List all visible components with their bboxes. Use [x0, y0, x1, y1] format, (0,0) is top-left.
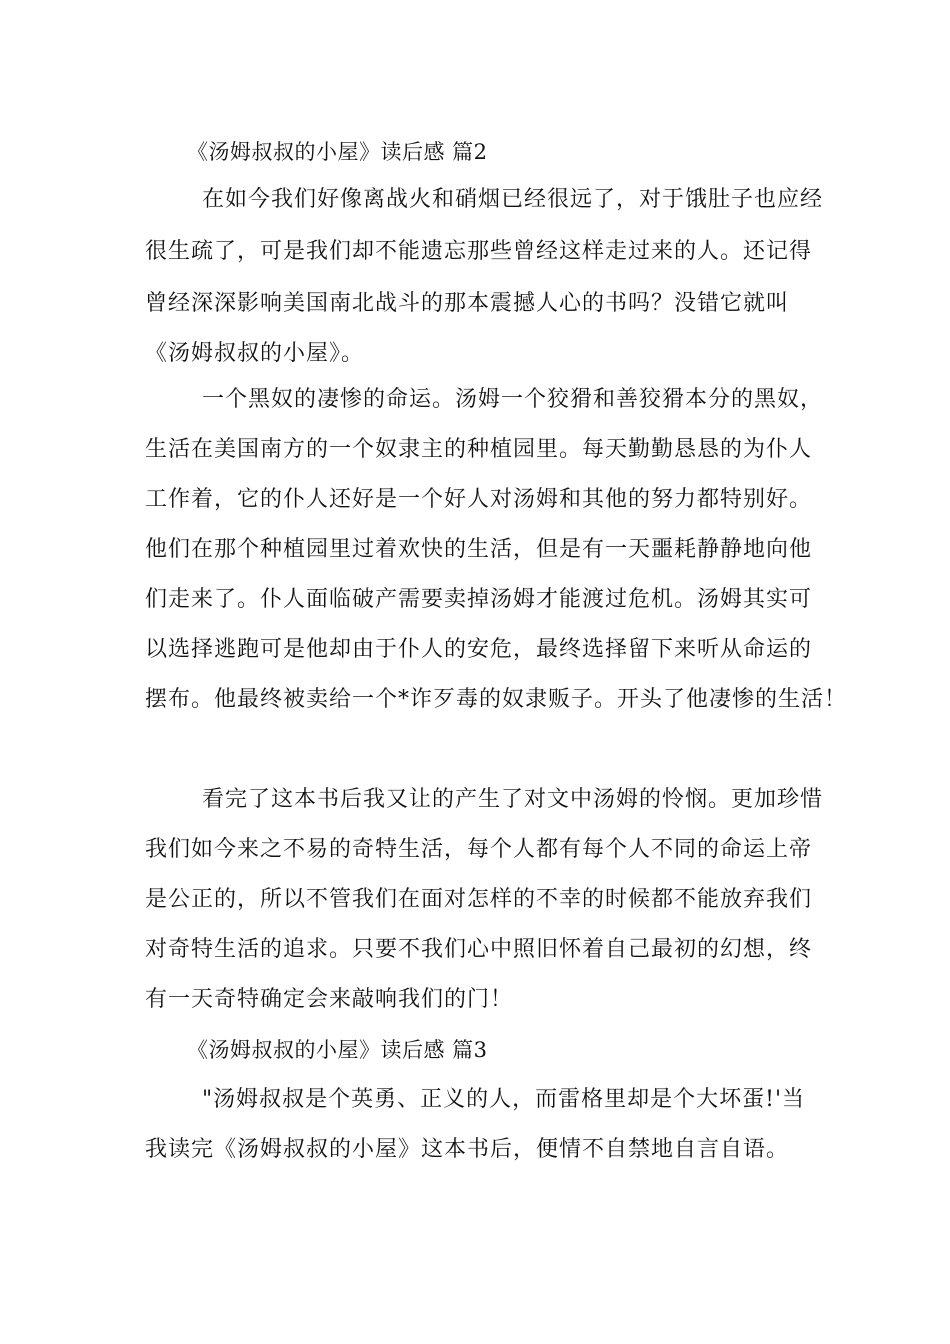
paragraph-line: 在如今我们好像离战火和硝烟已经很远了，对于饿肚子也应经 [202, 187, 824, 212]
paragraph-line: 以选择逃跑可是他却由于仆人的安危，最终选择留下来听从命运的 [145, 637, 813, 662]
paragraph-line: 很生疏了，可是我们却不能遗忘那些曾经这样走过来的人。还记得 [145, 239, 813, 264]
paragraph-line: 工作着，它的仆人还好是一个好人对汤姆和其他的努力都特别好。 [145, 487, 813, 512]
paragraph-line: 他们在那个种植园里过着欢快的生活，但是有一天噩耗静静地向他 [145, 537, 813, 562]
paragraph-line: 看完了这本书后我又让的产生了对文中汤姆的怜悯。更加珍惜 [202, 787, 824, 812]
paragraph-line: 对奇特生活的追求。只要不我们心中照旧怀着自己最初的幻想，终 [145, 937, 813, 962]
paragraph-line: 有一天奇特确定会来敲响我们的门！ [145, 987, 514, 1012]
paragraph-line: 《汤姆叔叔的小屋》。 [145, 341, 365, 366]
paragraph-line: 我读完《汤姆叔叔的小屋》这本书后，便情不自禁地自言自语。 [145, 1137, 790, 1162]
paragraph-line: 们走来了。仆人面临破产需要卖掉汤姆才能渡过危机。汤姆其实可 [145, 587, 813, 612]
section-heading: 《汤姆叔叔的小屋》读后感 篇3 [187, 1038, 488, 1062]
paragraph-line: 摆布。他最终被卖给一个*诈歹毒的奴隶贩子。开头了他凄惨的生活！ [145, 687, 848, 712]
paragraph-line: 曾经深深影响美国南北战斗的那本震撼人心的书吗？没错它就叫 [145, 291, 790, 316]
section-heading: 《汤姆叔叔的小屋》读后感 篇2 [187, 140, 488, 164]
paragraph-line: 我们如今来之不易的奇特生活，每个人都有每个人不同的命运上帝 [145, 837, 813, 862]
paragraph-line: 是公正的，所以不管我们在面对怎样的不幸的时候都不能放弃我们 [145, 887, 813, 912]
paragraph-line: 生活在美国南方的一个奴隶主的种植园里。每天勤勤恳恳的为仆人 [145, 437, 813, 462]
paragraph-line: "汤姆叔叔是个英勇、正义的人，而雷格里却是个大坏蛋!'当 [202, 1087, 806, 1112]
paragraph-line: 一个黑奴的凄惨的命运。汤姆一个狡猾和善狡猾本分的黑奴， [202, 387, 824, 412]
